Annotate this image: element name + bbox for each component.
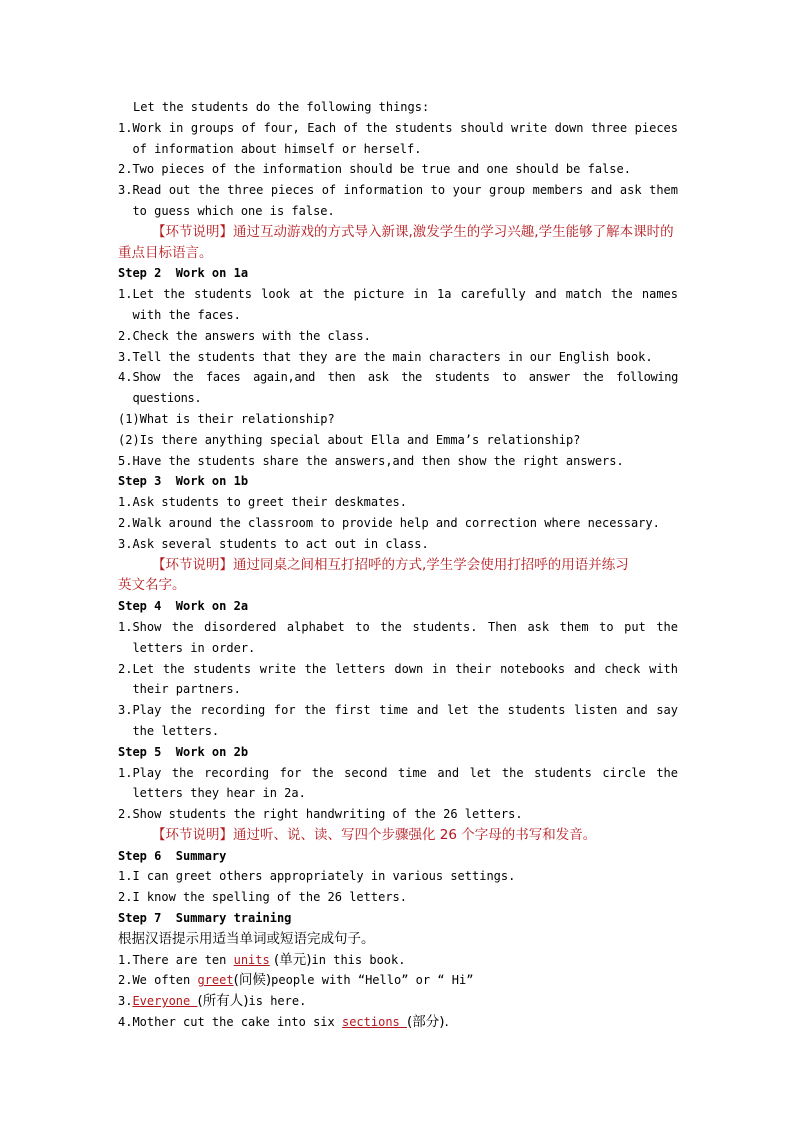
exercise-question-4 [118, 1012, 678, 1033]
exercise-question-3 [118, 991, 678, 1012]
chinese-hint: (问候) [233, 972, 272, 989]
item-number: 3. [118, 536, 133, 551]
item-number: 1. [118, 869, 133, 884]
note-label: 【环节说明】 [152, 556, 233, 573]
item-number: 1. [118, 287, 133, 302]
item-number: 4. [118, 370, 133, 385]
document-page [118, 97, 678, 1033]
item-number: (2) [118, 432, 140, 447]
chinese-hint: (部分). [407, 1014, 449, 1031]
item-text: I can greet others appropriately in various settings. [132, 869, 516, 884]
step-2-item-4 [118, 367, 678, 409]
question-prefix: 1.There are ten [118, 952, 234, 967]
item-number: 3. [118, 183, 133, 198]
question-prefix: 3. [118, 994, 133, 1009]
item-text: Check the answers with the class. [132, 328, 371, 343]
item-number: 3. [118, 703, 133, 718]
item-number: 1. [118, 495, 133, 510]
question-prefix: 2.We often [118, 973, 198, 988]
item-text: Ask students to greet their deskmates. [132, 495, 407, 510]
item-text: Read out the three pieces of information to your group members and ask them to guess which one is false. [132, 183, 678, 218]
item-text: Tell the students that they are the main characters in our English book. [132, 349, 653, 364]
step-2-item-5 [118, 451, 678, 472]
chinese-hint: (所有人) [197, 993, 249, 1010]
item-number: (1) [118, 411, 140, 426]
intro-item-2 [118, 159, 678, 180]
item-number: 3. [118, 349, 133, 364]
question-suffix: is here. [248, 994, 307, 1009]
item-text: Play the recording for the first time and let the students listen and say the letters. [132, 703, 678, 738]
step-2-item-1 [118, 284, 678, 326]
note-text: 通过听、说、读、写四个步骤强化 26 个字母的书写和发音。 [233, 826, 597, 843]
intro-item-1 [118, 118, 678, 160]
note-label: 【环节说明】 [152, 223, 233, 240]
exercise-question-1 [118, 950, 678, 971]
question-prefix: 4.Mother cut the cake into six [118, 1015, 342, 1030]
step-3-title: Step 3 Work on 1b [118, 474, 249, 489]
item-number: 2. [118, 515, 133, 530]
note-label: 【环节说明】 [152, 826, 233, 843]
item-number: 1. [118, 120, 133, 135]
item-text: Show students the right handwriting of the 26 letters. [132, 807, 523, 822]
intro-text: Let the students do the following things: [133, 100, 430, 114]
item-text: Let the students look at the picture in 1a carefully and match the names with the faces. [132, 287, 678, 322]
item-number: 1. [118, 619, 133, 634]
step-3-item-3 [118, 534, 678, 555]
answer-text: greet [197, 973, 234, 988]
item-number: 5. [118, 453, 133, 468]
item-text: I know the spelling of the 26 letters. [132, 890, 407, 905]
section-note-1 [118, 222, 678, 264]
step-4-item-2 [118, 659, 678, 701]
question-suffix: in this book. [311, 952, 406, 967]
step-6-item-2 [118, 887, 678, 908]
item-text: Play the recording for the second time and let the students circle the letters they hear in 2a. [132, 765, 678, 801]
step-2-title: Step 2 Work on 1a [118, 266, 249, 281]
answer-text: units [233, 952, 270, 967]
step-7-title: Step 7 Summary training [118, 911, 292, 926]
item-text: Walk around the classroom to provide help and correction where necessary. [132, 515, 660, 530]
item-text: Work in groups of four, Each of the students should write down three pieces of information about himself or herself. [132, 120, 678, 156]
chinese-hint: (单元) [269, 951, 312, 968]
note-text: 通过互动游戏的方式导入新课,激发学生的学习兴趣,学生能够了解本课时的重点目标语言。 [118, 223, 674, 261]
item-text: Ask several students to act out in class. [132, 536, 429, 551]
step-4-item-1 [118, 617, 678, 659]
section-note-3 [118, 825, 678, 846]
item-text: Let the students write the letters down in their notebooks and check with their partners. [132, 661, 678, 697]
intro-item-3 [118, 180, 678, 222]
step-4-item-3 [118, 700, 678, 742]
item-text: Show the disordered alphabet to the students. Then ask them to put the letters in order. [132, 619, 678, 655]
step-5-item-2 [118, 804, 678, 825]
item-number: 2. [118, 328, 133, 343]
item-number: 2. [118, 162, 133, 177]
step-3-item-1 [118, 492, 678, 513]
step-4-title: Step 4 Work on 2a [118, 599, 249, 614]
item-number: 1. [118, 765, 133, 780]
step-2-question-2 [118, 430, 678, 451]
item-text: Is there anything special about Ella and Emma’s relationship? [139, 432, 581, 447]
step-5-title: Step 5 Work on 2b [118, 744, 249, 759]
item-number: 2. [118, 807, 133, 822]
step-2-item-2 [118, 326, 678, 347]
item-number: 2. [118, 890, 133, 905]
step-5-item-1 [118, 763, 678, 805]
item-number: 2. [118, 661, 133, 676]
item-text: Have the students share the answers,and then show the right answers. [132, 453, 624, 468]
item-text: Show the faces again,and then ask the students to answer the following questions. [132, 370, 678, 406]
step-2-item-3 [118, 347, 678, 368]
section-note-2-cont: 英文名字。 [118, 577, 186, 594]
exercise-question-2 [118, 970, 678, 991]
item-text: Two pieces of the information should be true and one should be false. [132, 162, 631, 177]
item-text: What is their relationship? [139, 411, 335, 426]
step-3-item-2 [118, 513, 678, 534]
note-text: 通过同桌之间相互打招呼的方式,学生学会使用打招呼的用语并练习 [233, 556, 629, 573]
step-2-question-1 [118, 409, 678, 430]
answer-text: sections [341, 1015, 407, 1030]
answer-text: Everyone [132, 994, 198, 1009]
step-7-instruction: 根据汉语提示用适当单词或短语完成句子。 [118, 930, 375, 947]
section-note-2 [118, 555, 678, 576]
question-suffix: people with “Hello” or “ Hi” [271, 973, 474, 988]
step-6-item-1 [118, 866, 678, 887]
step-6-title: Step 6 Summary [118, 848, 227, 863]
